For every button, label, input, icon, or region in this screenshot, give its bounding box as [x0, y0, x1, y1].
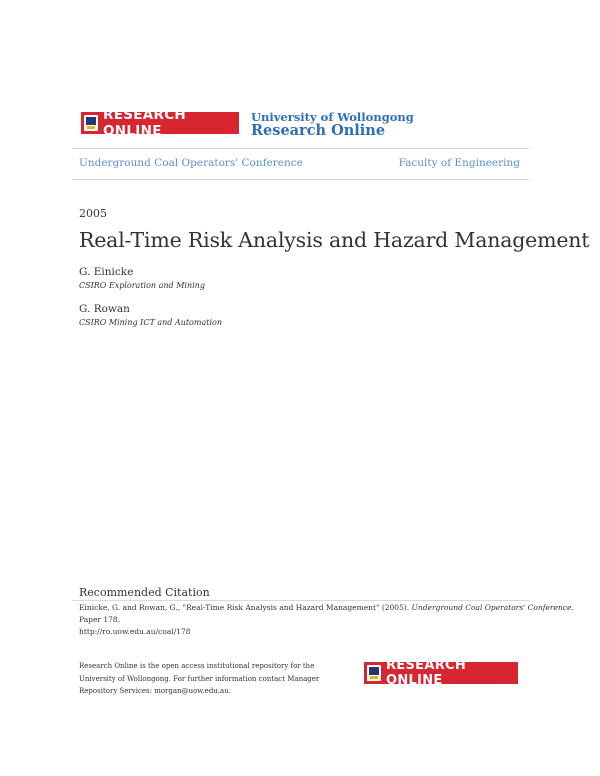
research-online-logo-footer[interactable]	[364, 658, 518, 688]
citation-heading: Recommended Citation	[79, 586, 210, 599]
faculty-link[interactable]: Faculty of Engineering	[398, 157, 520, 169]
footer-line: Repository Services: morgan@uow.edu.au.	[79, 687, 231, 695]
conference-link[interactable]: Underground Coal Operators' Conference	[79, 157, 303, 169]
citation-suffix: .	[571, 603, 574, 612]
uow-shield-icon	[367, 665, 381, 681]
divider	[72, 148, 529, 149]
repository-name[interactable]: Research Online	[251, 122, 386, 139]
citation-journal: Underground Coal Operators' Conference	[411, 603, 572, 612]
author-affiliation: CSIRO Mining ICT and Automation	[79, 318, 222, 327]
author-affiliation: CSIRO Exploration and Mining	[79, 281, 205, 290]
citation-text	[79, 602, 574, 638]
footer-note	[79, 660, 319, 698]
citation-prefix: Einicke, G. and Rowan, G., "Real-Time Risk Analysis and Hazard Management" (2005).	[79, 603, 412, 612]
logo-label: RESEARCH ONLINE	[103, 107, 187, 139]
author-name[interactable]: G. Einicke	[79, 266, 134, 278]
paper-title: Real-Time Risk Analysis and Hazard Management	[79, 228, 590, 252]
logo-label: RESEARCH ONLINE	[386, 658, 467, 688]
publication-year: 2005	[79, 207, 107, 220]
research-online-logo[interactable]	[81, 107, 239, 139]
footer-line: University of Wollongong. For further information contact Manager	[79, 674, 320, 683]
divider	[72, 179, 529, 180]
divider	[72, 600, 529, 601]
citation-url[interactable]: http://ro.uow.edu.au/coal/178	[79, 627, 191, 636]
university-name[interactable]: University of Wollongong	[251, 110, 414, 124]
footer-line: Research Online is the open access institutional repository for the	[79, 662, 315, 670]
uow-shield-icon	[84, 115, 98, 131]
author-name[interactable]: G. Rowan	[79, 303, 130, 315]
citation-paper-number: Paper 178.	[79, 615, 121, 624]
